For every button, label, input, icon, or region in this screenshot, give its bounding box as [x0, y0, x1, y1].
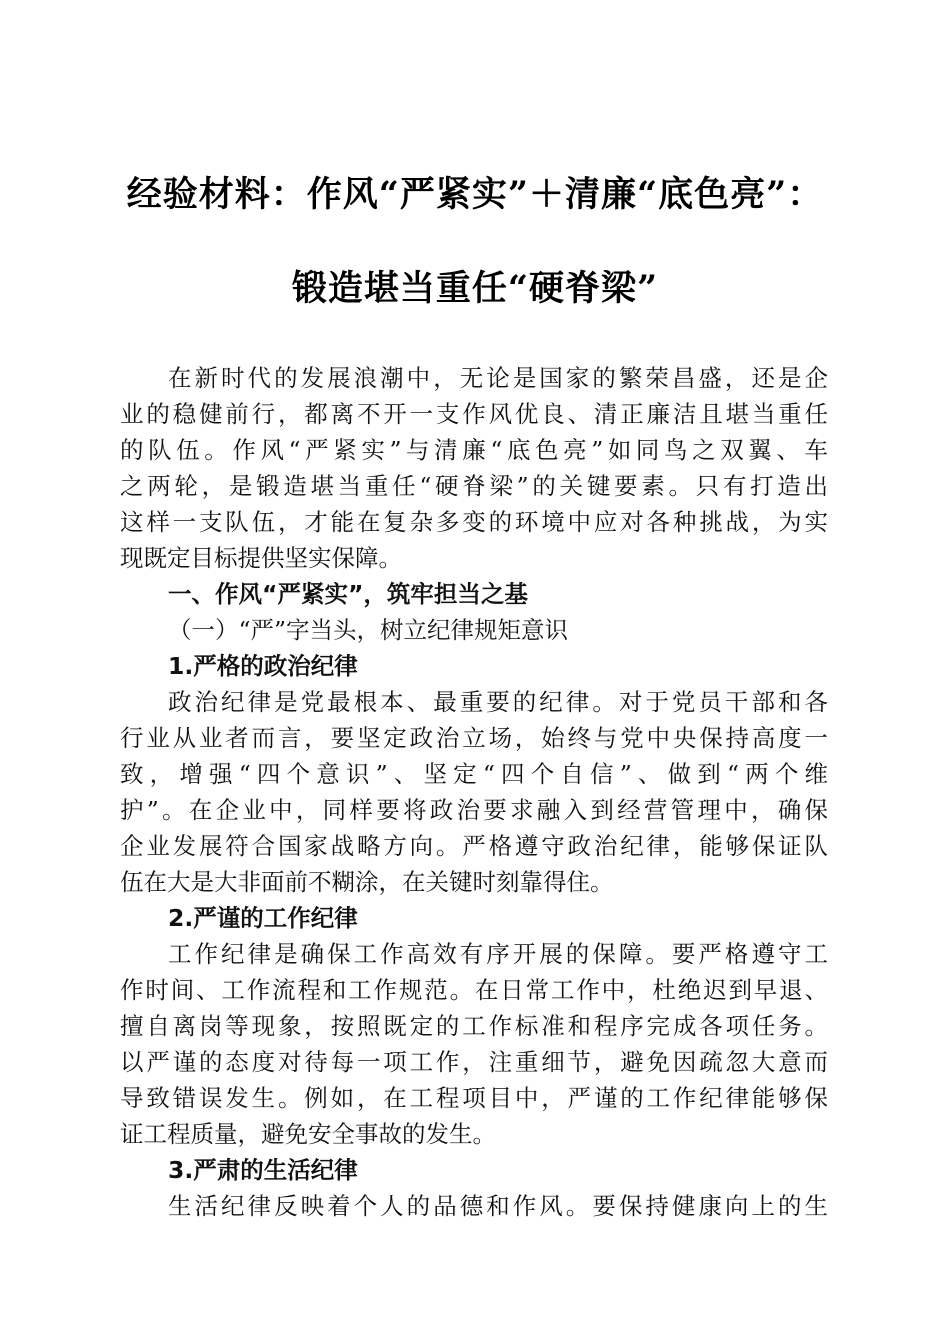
paragraph-line: 伍在大是大非面前不糊涂，在关键时刻靠得住。 [120, 868, 614, 896]
item-heading: 3.严肃的生活纪律 [168, 1156, 358, 1184]
paragraph-line: 现既定目标提供坚实保障。 [120, 544, 402, 572]
paragraph-line: 擅自离岗等现象，按照既定的工作标准和程序完成各项任务。 [120, 1012, 828, 1040]
paragraph-line: 业的稳健前行，都离不开一支作风优良、清正廉洁且堪当重任 [120, 400, 828, 428]
paragraph-line: 致，增强“四个意识”、坚定“四个自信”、做到“两个维 [120, 760, 828, 788]
paragraph-line: 之两轮，是锻造堪当重任“硬脊梁”的关键要素。只有打造出 [120, 472, 828, 500]
paragraph-line: 的队伍。作风“严紧实”与清廉“底色亮”如同鸟之双翼、车 [120, 436, 828, 464]
paragraph-line: 以严谨的态度对待每一项工作，注重细节，避免因疏忽大意而 [120, 1048, 828, 1076]
document-body [120, 360, 828, 1224]
paragraph-line: 证工程质量，避免安全事故的发生。 [120, 1120, 496, 1148]
paragraph-line: 在新时代的发展浪潮中，无论是国家的繁荣昌盛，还是企 [168, 364, 828, 392]
paragraph-line: 作时间、工作流程和工作规范。在日常工作中，杜绝迟到早退、 [120, 976, 828, 1004]
paragraph-line: 这样一支队伍，才能在复杂多变的环境中应对各种挑战，为实 [120, 508, 828, 536]
paragraph-line: 工作纪律是确保工作高效有序开展的保障。要严格遵守工 [168, 940, 828, 968]
paragraph-line: 护”。在企业中，同样要将政治要求融入到经营管理中，确保 [120, 796, 828, 824]
paragraph-line: 政治纪律是党最根本、最重要的纪律。对于党员干部和各 [168, 688, 828, 716]
section-heading: 一、作风“严紧实”，筑牢担当之基 [168, 580, 528, 608]
document-title-line-1: 经验材料：作风“严紧实”＋清廉“底色亮”： [126, 174, 824, 215]
paragraph-line: 企业发展符合国家战略方向。严格遵守政治纪律，能够保证队 [120, 832, 828, 860]
item-heading: 2.严谨的工作纪律 [168, 904, 358, 932]
item-heading: 1.严格的政治纪律 [168, 652, 358, 680]
paragraph-line: 生活纪律反映着个人的品德和作风。要保持健康向上的生 [168, 1192, 828, 1220]
subsection-heading: （一）“严”字当头，树立纪律规矩意识 [168, 616, 569, 644]
document-title-line-2: 锻造堪当重任“硬脊梁” [291, 268, 659, 309]
paragraph-line: 导致错误发生。例如，在工程项目中，严谨的工作纪律能够保 [120, 1084, 828, 1112]
paragraph-line: 行业从业者而言，要坚定政治立场，始终与党中央保持高度一 [120, 724, 828, 752]
